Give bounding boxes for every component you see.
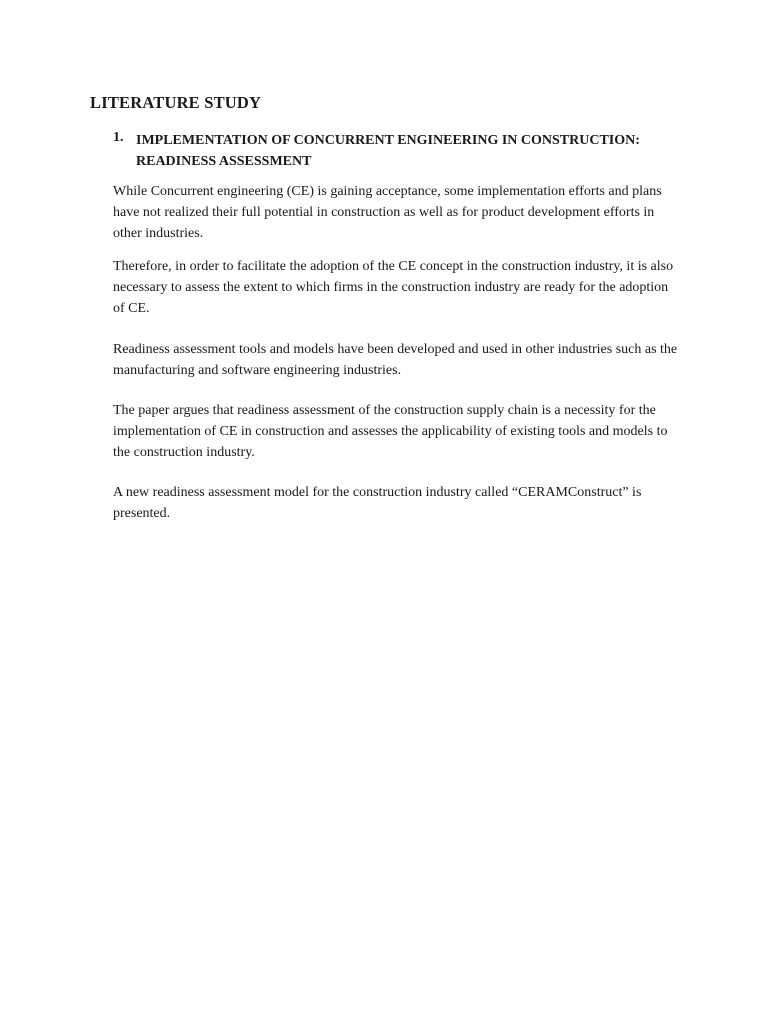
paragraph-intro: While Concurrent engineering (CE) is gaining acceptance, some implementation efforts and plans have not realized their full potential in construction as well as for product development efforts in other industries. [113, 184, 662, 241]
paragraph-model: A new readiness assessment model for the construction industry called “CERAMConstruct” is presented. [113, 485, 642, 521]
section-title: IMPLEMENTATION OF CONCURRENT ENGINEERING IN CONSTRUCTION: READINESS ASSESSMENT [136, 133, 640, 169]
section-number: 1. [113, 130, 124, 145]
paragraph-tools: Readiness assessment tools and models have been developed and used in other industries such as the manufacturing and software engineering industries. [113, 342, 678, 378]
paragraph-argument: The paper argues that readiness assessment of the construction supply chain is a necessity for the implementation of CE in construction and assesses the applicability of existing tools and models to the construction industry. [113, 403, 668, 460]
page-heading: LITERATURE STUDY [90, 93, 262, 112]
paragraph-adoption: Therefore, in order to facilitate the adoption of the CE concept in the construction industry, it is also necessary to assess the extent to which firms in the construction industry are ready for the adoption of CE. [113, 259, 674, 316]
